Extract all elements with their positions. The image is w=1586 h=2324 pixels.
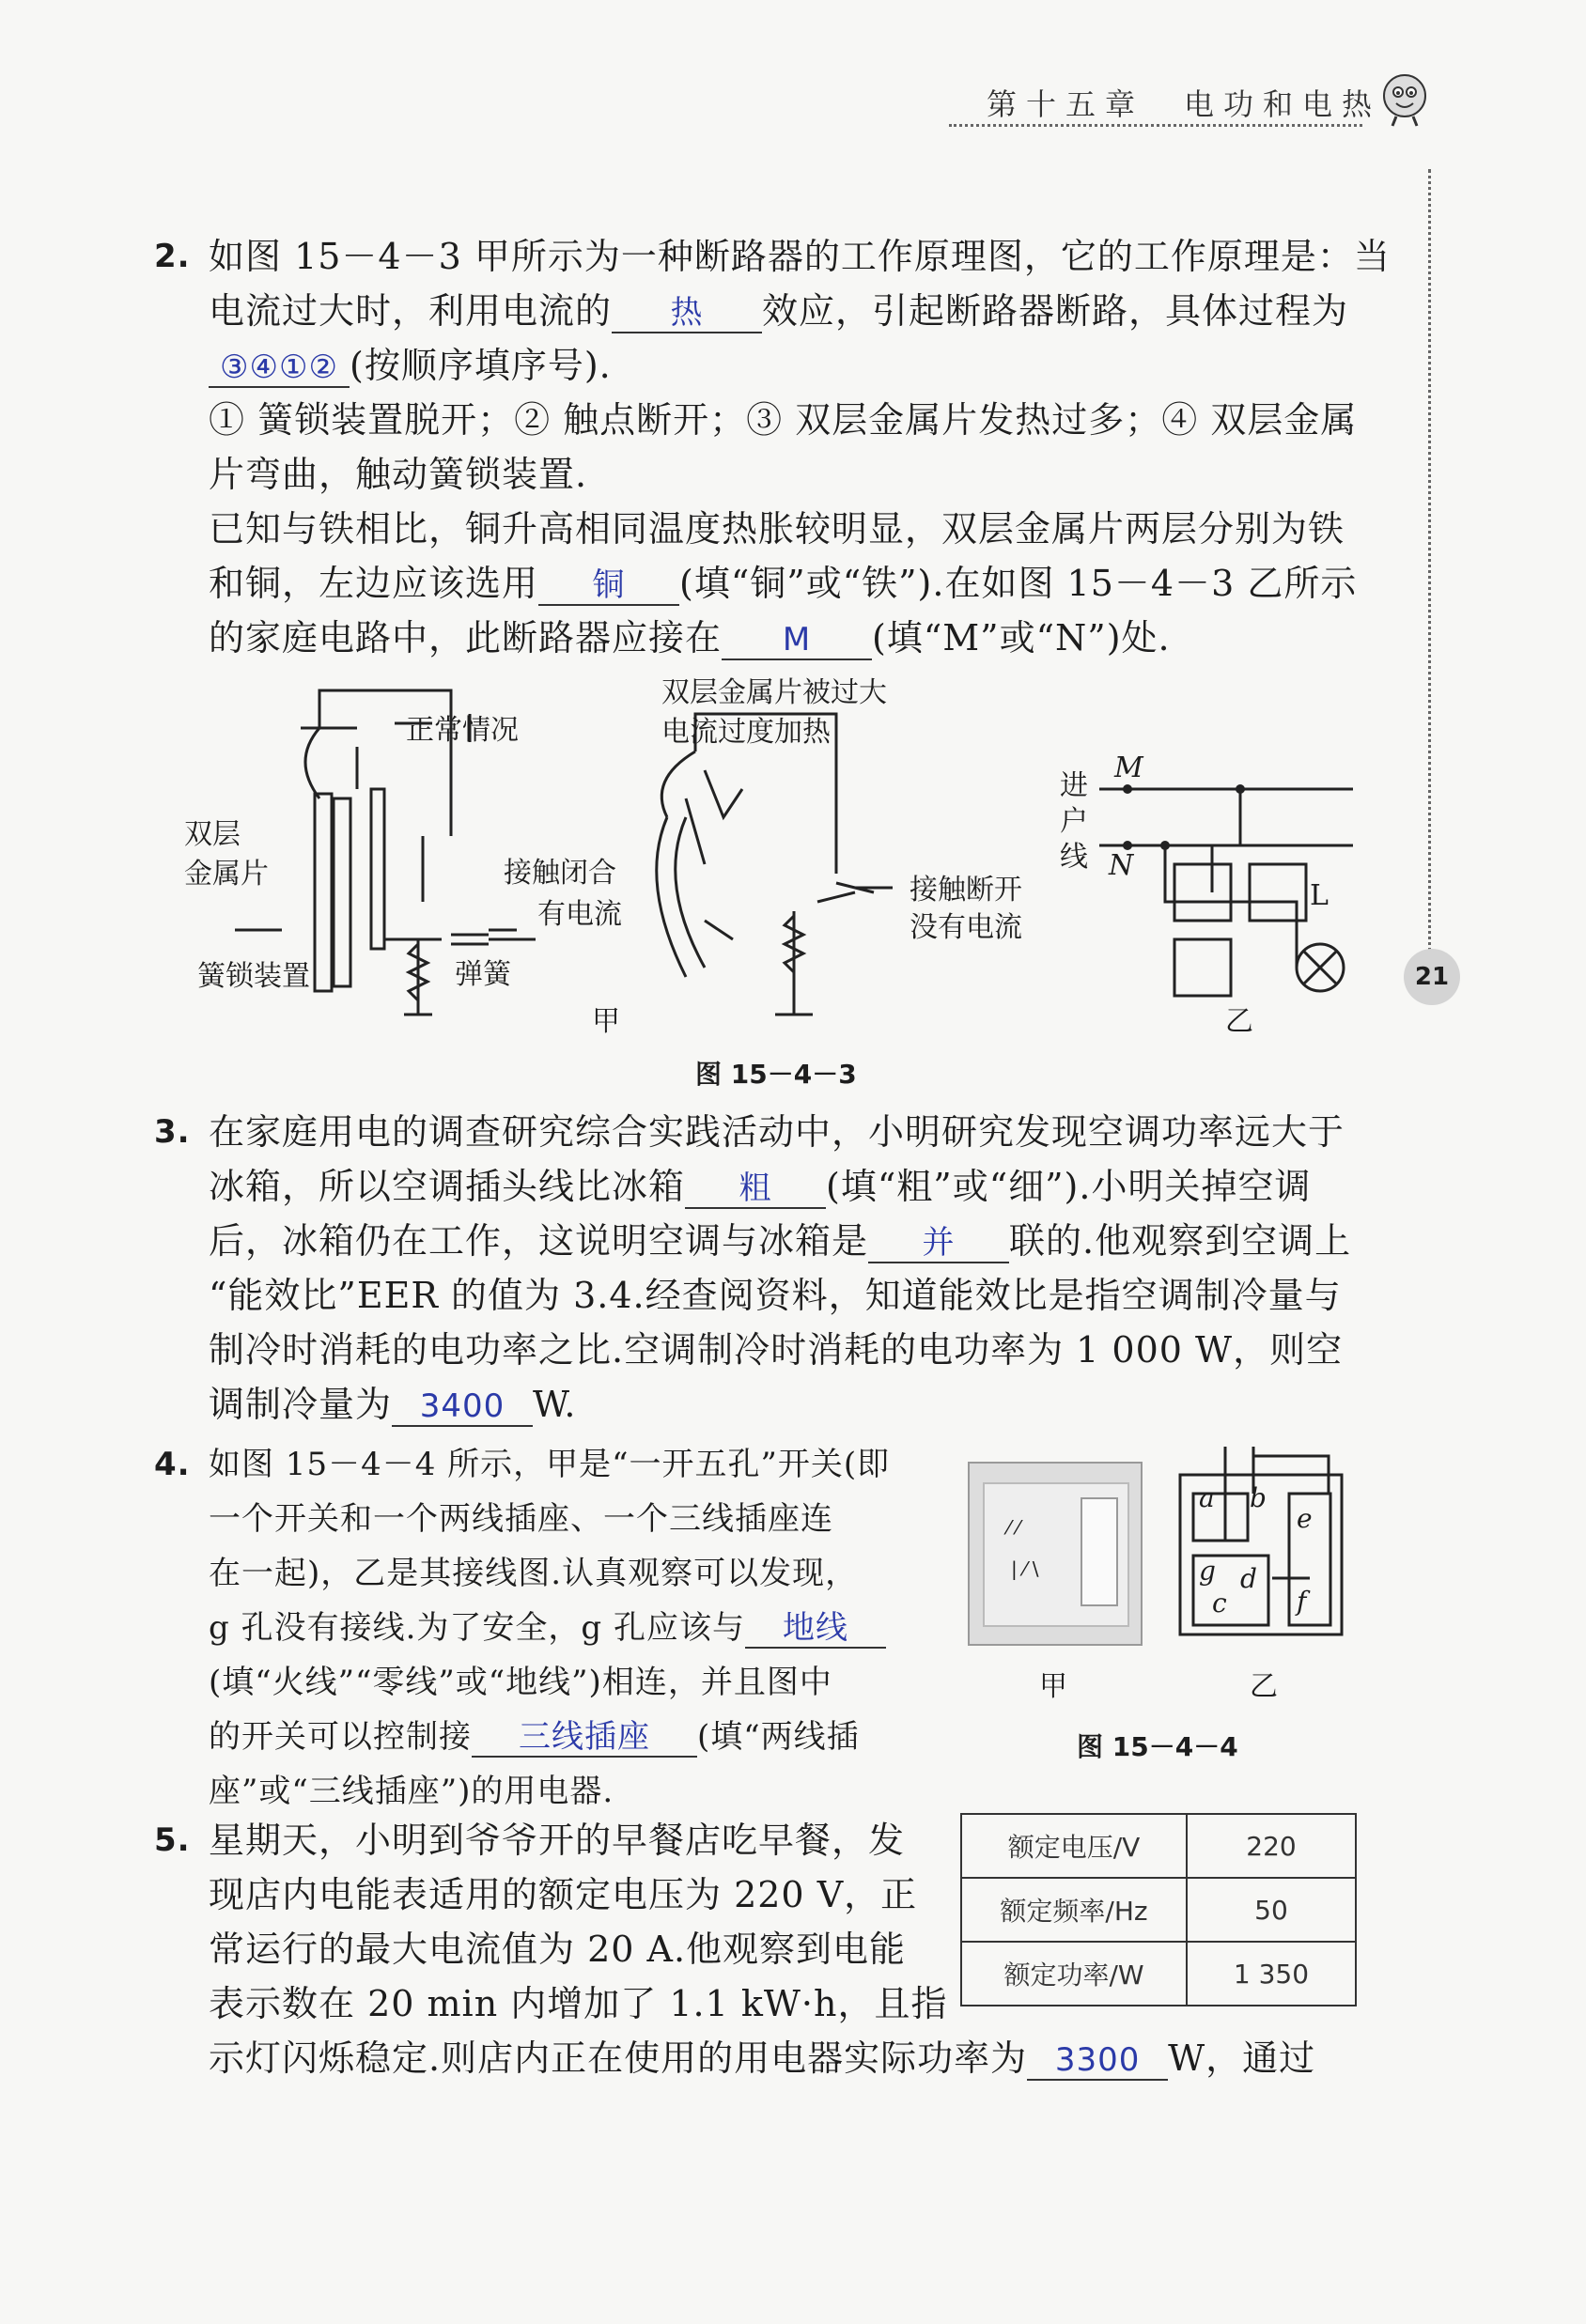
- label-f: f: [1297, 1586, 1307, 1617]
- label-l: L: [1310, 879, 1329, 912]
- label-g: g: [1199, 1556, 1216, 1587]
- table-row: 额定频率/Hz 50: [961, 1878, 1356, 1942]
- answer-blank[interactable]: 地线: [745, 1609, 886, 1649]
- answer-blank[interactable]: 3300: [1027, 2041, 1168, 2081]
- spec-table: [960, 1813, 1357, 2006]
- label-c: c: [1212, 1588, 1227, 1619]
- question-number: 5.: [154, 1821, 191, 1859]
- label-e: e: [1297, 1503, 1313, 1534]
- answer-blank[interactable]: 粗: [685, 1170, 826, 1209]
- table-row: 额定电压/V 220: [961, 1814, 1356, 1878]
- chapter-header: 第十五章 电功和电热: [987, 86, 1382, 122]
- label-open: 接触断开: [910, 874, 1022, 906]
- q3-line-6: 调制冷量为 3400 W.: [209, 1384, 577, 1425]
- answer-blank[interactable]: ③④①②: [209, 349, 350, 388]
- q4-line-1: 如图 15－4－4 所示，甲是“一开五孔”开关(即: [209, 1446, 891, 1483]
- answer-blank[interactable]: 铜: [538, 566, 679, 606]
- table-row: 额定功率/W 1 350: [961, 1942, 1356, 2006]
- q4-line-4: g 孔没有接线.为了安全，g 孔应该与 地线: [209, 1601, 890, 1655]
- label-jia: 甲: [1039, 1670, 1067, 1703]
- q2-line-8: 的家庭电路中，此断路器应接在 M (填“M”或“N”)处.: [209, 617, 1171, 658]
- question-number: 4.: [154, 1446, 191, 1483]
- label-spring: 弹簧: [455, 958, 511, 991]
- answer-blank[interactable]: 3400: [392, 1387, 533, 1427]
- wiring-diagram: [1178, 1437, 1347, 1644]
- mascot-icon: [1372, 66, 1438, 132]
- question-2: [154, 229, 1391, 665]
- page-number: 21: [1404, 949, 1460, 1005]
- q4-line-6: 的开关可以控制接 三线插座 (填“两线插: [209, 1718, 860, 1756]
- question-3: [154, 1105, 1352, 1432]
- question-number: 3.: [154, 1113, 191, 1151]
- q5-line-3: 常运行的最大电流值为 20 A.他观察到电能: [209, 1929, 907, 1970]
- q5-line-5: 示灯闪烁稳定.则店内正在使用的用电器实际功率为 3300 W，通过: [209, 2037, 1316, 2079]
- q2-line-7: 和铜，左边应该选用 铜 (填“铜”或“铁”).在如图 15－4－3 乙所示: [209, 563, 1358, 604]
- label-yi: 乙: [1250, 1670, 1278, 1703]
- q3-line-4: “能效比”EER 的值为 3.4.经查阅资料，知道能效比是指空调制冷量与: [209, 1275, 1342, 1316]
- label-closed: 接触闭合: [504, 857, 616, 890]
- answer-blank[interactable]: 热: [612, 294, 762, 333]
- q5-line-1: 星期天，小明到爷爷开的早餐店吃早餐，发: [209, 1820, 906, 1861]
- q2-line-5: 片弯曲，触动簧锁装置.: [209, 454, 588, 495]
- label-m: M: [1114, 751, 1143, 784]
- socket-photo: ⁄ ⁄ | ⁄ \: [968, 1462, 1143, 1646]
- q2-line-1: 如图 15－4－3 甲所示为一种断路器的工作原理图，它的工作原理是：当: [209, 236, 1391, 277]
- label-bimetal: 双层 金属片: [184, 818, 269, 891]
- q4-line-3: 在一起)，乙是其接线图.认真观察可以发现，: [209, 1555, 859, 1592]
- label-yi: 乙: [1225, 1005, 1253, 1038]
- label-current: 有电流: [537, 898, 622, 931]
- answer-blank[interactable]: M: [722, 621, 872, 660]
- margin-divider: [1428, 169, 1431, 958]
- label-overheat-1: 双层金属片被过大: [661, 676, 887, 709]
- q2-line-6: 已知与铁相比，铜升高相同温度热胀较明显，双层金属片两层分别为铁: [209, 508, 1345, 550]
- q4-line-7: 座”或“三线插座”)的用电器.: [209, 1773, 614, 1810]
- answer-blank[interactable]: 并: [868, 1224, 1009, 1263]
- figure-caption: 图 15－4－4: [1077, 1731, 1238, 1762]
- q4-line-2: 一个开关和一个两线插座、一个三线插座连: [209, 1500, 833, 1538]
- question-number: 2.: [154, 238, 191, 275]
- label-overheat-2: 电流过度加热: [661, 716, 831, 749]
- label-a: a: [1199, 1482, 1215, 1513]
- q2-line-4: ① 簧锁装置脱开；② 触点断开；③ 双层金属片发热过多；④ 双层金属: [209, 399, 1358, 441]
- label-n: N: [1109, 849, 1134, 882]
- header-divider: [949, 124, 1362, 127]
- q3-line-1: 在家庭用电的调查研究综合实践活动中，小明研究发现空调功率远大于: [209, 1111, 1345, 1153]
- label-jia: 甲: [592, 1005, 620, 1038]
- q5-line-4: 表示数在 20 min 内增加了 1.1 kW·h，且指: [209, 1983, 948, 2024]
- q2-line-2: 电流过大时，利用电流的 热 效应，引起断路器断路，具体过程为: [209, 290, 1349, 332]
- label-d: d: [1240, 1563, 1257, 1594]
- q3-line-3: 后，冰箱仍在工作，这说明空调与冰箱是 并 联的.他观察到空调上: [209, 1220, 1352, 1262]
- q3-line-5: 制冷时消耗的电功率之比.空调制冷时消耗的电功率为 1 000 W，则空: [209, 1329, 1344, 1371]
- q5-line-2: 现店内电能表适用的额定电压为 220 V，正: [209, 1874, 918, 1915]
- label-entry: 进 户 线: [1060, 769, 1088, 874]
- label-b: b: [1250, 1482, 1267, 1513]
- q2-line-3: ③④①② (按顺序填序号).: [209, 338, 1391, 393]
- q3-line-2: 冰箱，所以空调插头线比冰箱 粗 (填“粗”或“细”).小明关掉空调: [209, 1166, 1312, 1207]
- label-nocurrent: 没有电流: [910, 911, 1022, 944]
- answer-blank[interactable]: 三线插座: [472, 1718, 697, 1758]
- label-latch: 簧锁装置: [197, 960, 310, 993]
- q4-line-5: (填“火线”“零线”或“地线”)相连，并且图中: [209, 1664, 832, 1701]
- label-normal: 正常情况: [406, 714, 519, 747]
- question-4: [154, 1437, 891, 1819]
- figure-caption: 图 15－4－3: [695, 1059, 857, 1090]
